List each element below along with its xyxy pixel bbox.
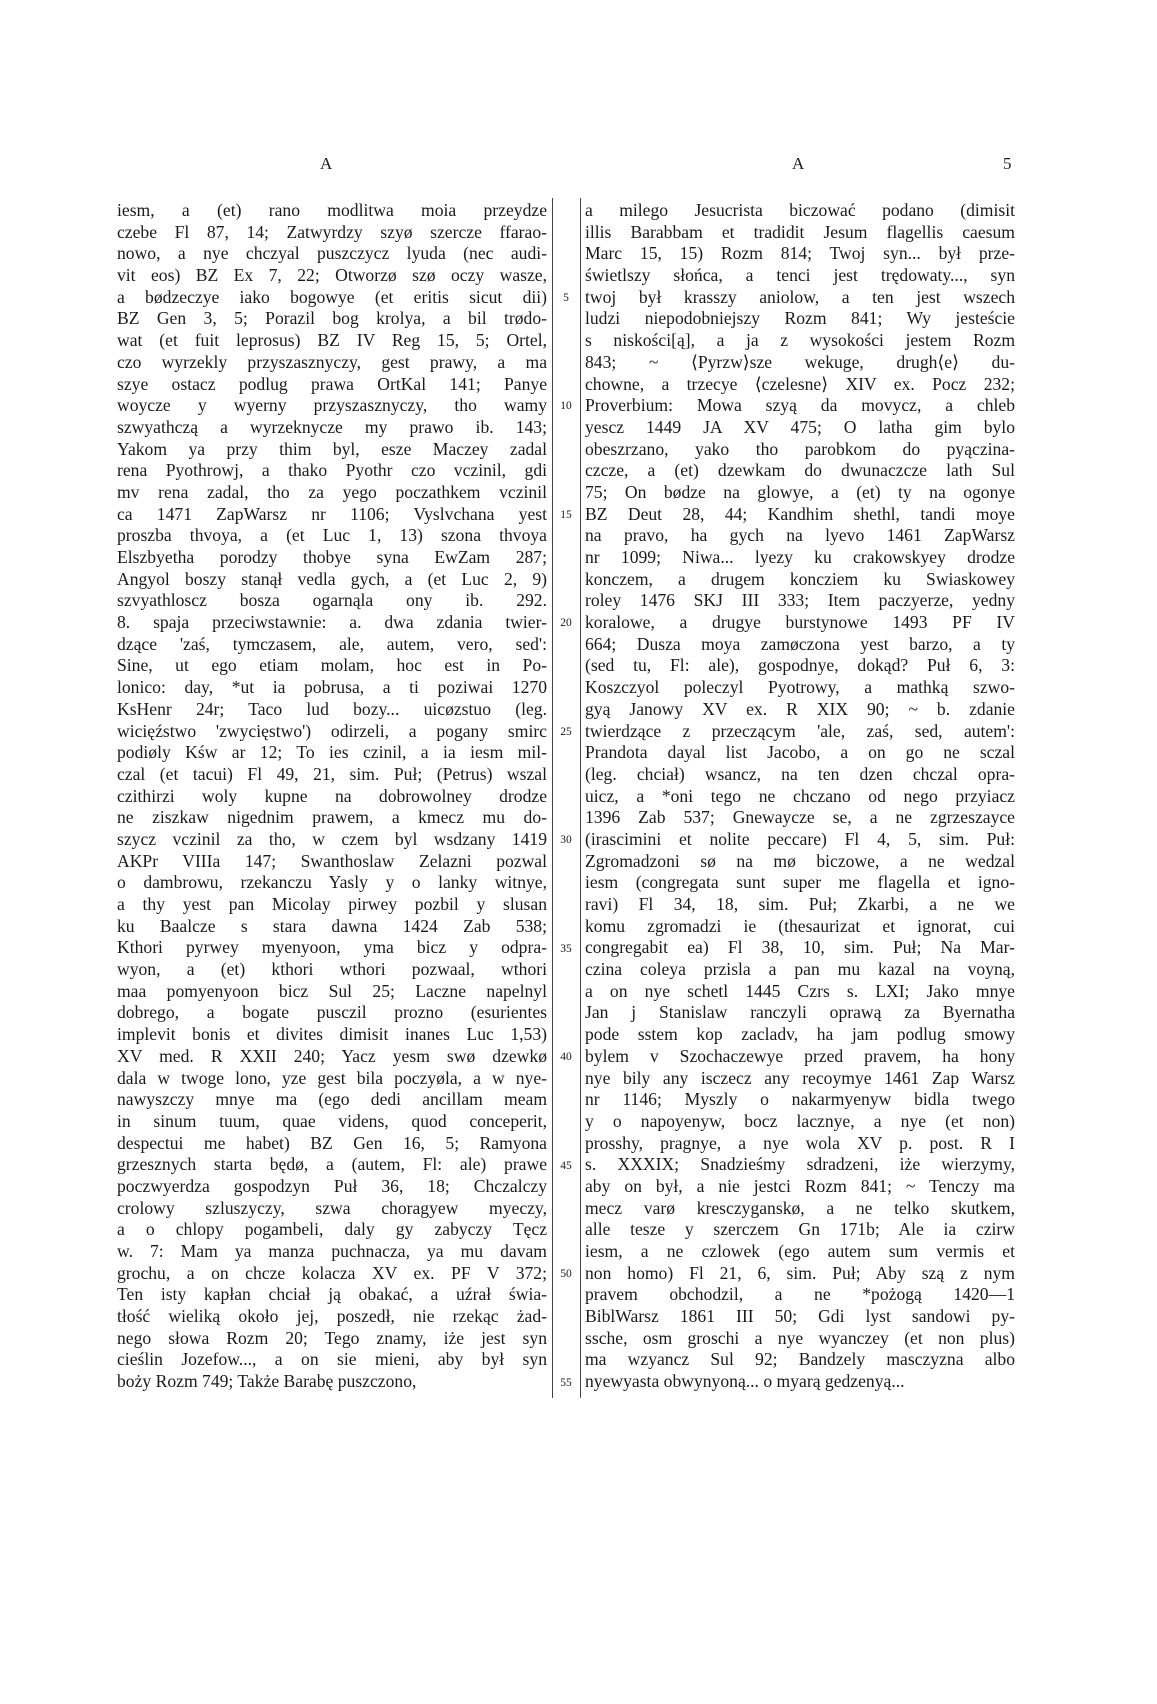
text-line: BZ Deut 28, 44; Kandhim shethl, tandi moye bbox=[585, 503, 1015, 524]
text-line: Ten isty kapłan chciał ją obakać, a uźrał świa- bbox=[117, 1284, 547, 1305]
text-line: czina coleya przisla a pan mu kazal na voyną, bbox=[585, 959, 1015, 980]
text-line: a milego Jesucrista biczować podano (dimisit bbox=[585, 200, 1015, 220]
text-line: chowne, a trzecye ⟨czelesne⟩ XIV ex. Pocz 232; bbox=[585, 373, 1015, 394]
text-line: iesm, a ne czlowek (ego autem sum vermis et bbox=[585, 1241, 1015, 1261]
text-line: nyewyasta obwynyoną... o myarą gedzenyą... bbox=[585, 1371, 905, 1392]
text-line: grzesznych starta będø, a (autem, Fl: ale) prawe bbox=[117, 1154, 547, 1175]
text-line: in sinum tuum, quae videns, quod conceperit, bbox=[117, 1110, 547, 1131]
text-line: wyon, a (et) kthori wthori pozwaal, wthori bbox=[117, 959, 547, 980]
text-line: Elszbyetha porodzy thobye syna EwZam 287; bbox=[117, 547, 547, 567]
text-line: 75; On bødze na glowye, a (et) ty na ogonye bbox=[585, 481, 1015, 502]
text-line: obeszrzano, yako tho parobkom do pyączina- bbox=[585, 438, 1015, 459]
text-line: 664; Dusza moya zamøczona yest barzo, a ty bbox=[585, 633, 1015, 654]
text-line: Angyol boszy stanął vedla gych, a (et Luc 2, 9) bbox=[117, 568, 547, 589]
text-line: ne ziszkaw nigednim prawem, a kmecz mu do- bbox=[117, 807, 547, 828]
text-line: Zgromadzoni sø na mø biczowe, a ne wedzal bbox=[585, 850, 1015, 871]
text-line: wat (et fuit leprosus) BZ IV Reg 15, 5; Ortel, bbox=[117, 330, 547, 351]
text-line: mv rena zadal, tho za yego poczathkem vczinil bbox=[117, 481, 547, 502]
text-line: Proverbium: Mowa szyą da movycz, a chleb bbox=[585, 395, 1015, 416]
text-line: czo wyrzekly przyszasznyczy, gest prawy, a ma bbox=[117, 351, 547, 372]
text-line: AKPr VIIIa 147; Swanthoslaw Zelazni pozwal bbox=[117, 850, 547, 871]
line-number: 5 bbox=[563, 291, 569, 304]
text-line: BiblWarsz 1861 III 50; Gdi lyst sandowi py- bbox=[585, 1306, 1015, 1327]
text-line: y o napoyenyw, bocz lacznye, a nye (et non) bbox=[585, 1110, 1015, 1131]
text-line: proszba thvoya, a (et Luc 1, 13) szona thvoya bbox=[117, 525, 547, 546]
text-line: cieślin Jozefow..., a on sie mieni, aby był syn bbox=[117, 1349, 547, 1370]
text-line: ca 1471 ZapWarsz nr 1106; Vyslvchana yest bbox=[117, 503, 547, 524]
text-line: congregabit ea) Fl 38, 10, sim. Puł; Na Mar- bbox=[585, 937, 1015, 958]
text-line: wicięźstwo 'zwycięstwo') odirzeli, a pogany smirc bbox=[117, 720, 547, 741]
text-line: szvyathloscz bosza ogarnąla ony ib. 292. bbox=[117, 590, 547, 611]
text-line: ssche, osm groschi a nye wyanczey (et non plus) bbox=[585, 1327, 1015, 1348]
text-line: Prandota dayal list Jacobo, a on go ne sczal bbox=[585, 742, 1015, 763]
text-line: dzące 'zaś, tymczasem, ale, autem, vero, sed': bbox=[117, 633, 547, 654]
text-line: twoj był krasszy aniolow, a ten jest wszech bbox=[585, 286, 1015, 307]
text-line: (irascimini et nolite peccare) Fl 4, 5, sim. Puł: bbox=[585, 828, 1015, 849]
text-line: czcze, a (et) dzewkam do dwunaczcze lath Sul bbox=[585, 460, 1015, 481]
line-number: 45 bbox=[560, 1159, 572, 1172]
text-line: vit eos) BZ Ex 7, 22; Otworzø szø oczy wasze, bbox=[117, 265, 547, 286]
page-number: 5 bbox=[1003, 154, 1012, 173]
text-line: ku Baalcze s stara dawna 1424 Zab 538; bbox=[117, 915, 547, 936]
text-line: koralowe, a drugye burstynowe 1493 PF IV bbox=[585, 612, 1015, 633]
text-line: szye ostacz podlug prawa OrtKal 141; Panye bbox=[117, 373, 547, 394]
text-line: szwyathczą a wyrzeknycze my prawo ib. 143; bbox=[117, 416, 547, 437]
text-line: szycz vczinil za tho, w czem byl wsdzany 1419 bbox=[117, 828, 547, 849]
line-number: 25 bbox=[560, 725, 572, 738]
text-line: poczwyerdza gospodzyn Puł 36, 18; Chczalczy bbox=[117, 1175, 547, 1196]
text-line: a o chlopy pogambeli, daly gy zabyczy Tęcz bbox=[117, 1219, 547, 1240]
text-line: 843; ~ ⟨Pyrzw⟩sze wekuge, drugh⟨e⟩ du- bbox=[585, 351, 1015, 372]
text-line: BZ Gen 3, 5; Porazil bog krolya, a bil trødo- bbox=[117, 308, 547, 329]
right-column bbox=[585, 200, 1015, 1393]
line-number: 40 bbox=[560, 1051, 572, 1064]
text-line: alle tesze y szerczem Gn 171b; Ale ia czirw bbox=[585, 1219, 1015, 1240]
text-line: (leg. chciał) wsancz, na ten dzen chczal opra- bbox=[585, 763, 1015, 784]
text-line: czal (et tacui) Fl 49, 21, sim. Puł; (Petrus) wszal bbox=[117, 763, 547, 784]
text-line: yescz 1449 JA XV 475; O latha gim bylo bbox=[585, 416, 1015, 437]
text-line: nowo, a nye chczyal puszczycz lyuda (nec audi- bbox=[117, 243, 547, 264]
text-line: ludzi niepodobniejszy Rozm 841; Wy jesteście bbox=[585, 308, 1015, 329]
text-line: gyą Janowy XV ex. R XIX 90; ~ b. zdanie bbox=[585, 698, 1015, 719]
text-line: boży Rozm 749; Także Barabę puszczono, bbox=[117, 1371, 417, 1392]
text-line: ravi) Fl 34, 18, sim. Puł; Zkarbi, a ne we bbox=[585, 894, 1015, 914]
text-line: uicz, a *oni tego ne chczano od nego przyiacz bbox=[585, 785, 1015, 806]
text-line: czebe Fl 87, 14; Zatwyrdzy szyø szercze ffarao- bbox=[117, 221, 547, 242]
text-line: KsHenr 24r; Taco lud bozy... uicøzstuo (leg. bbox=[117, 698, 547, 719]
text-line: Jan j Stanislaw ranczyli oprawą za Byernatha bbox=[585, 1002, 1015, 1023]
text-line: (sed tu, Fl: ale), gospodnye, dokąd? Puł 6, 3: bbox=[585, 655, 1015, 676]
text-line: nego słowa Rozm 20; Tego znamy, iże jest syn bbox=[117, 1327, 547, 1348]
text-line: rena Pyothrowj, a thako Pyothr czo vczinil, gdi bbox=[117, 460, 547, 481]
text-line: prosshy, pragnye, a nye wola XV p. post. R I bbox=[585, 1132, 1015, 1153]
text-line: mecz varø kresczyganskø, a ne telko skutkem, bbox=[585, 1197, 1015, 1218]
text-line: grochu, a on chcze kolacza XV ex. PF V 372; bbox=[117, 1262, 547, 1283]
line-number: 30 bbox=[560, 834, 572, 847]
text-line: w. 7: Mam ya manza puchnacza, ya mu davam bbox=[117, 1241, 547, 1261]
text-line: 8. spaja przeciwstawnie: a. dwa zdania twier- bbox=[117, 612, 547, 633]
running-head-right: A bbox=[792, 154, 805, 173]
text-line: s niskości[ą], a ja z wysokości jestem Rozm bbox=[585, 330, 1015, 351]
text-line: Sine, ut ego etiam molam, hoc est in Po- bbox=[117, 655, 547, 676]
text-line: lonico: day, *ut ia pobrusa, a ti poziwai 1270 bbox=[117, 677, 547, 698]
text-line: a thy yest pan Micolay pirwey pozbil y slusan bbox=[117, 894, 547, 914]
line-number: 10 bbox=[560, 400, 572, 413]
text-line: ma wzyancz Sul 92; Bandzely masczyzna albo bbox=[585, 1349, 1015, 1370]
text-line: czithirzi woly kupne na dobrowolney drodze bbox=[117, 785, 547, 806]
text-line: Marc 15, 15) Rozm 814; Twoj syn... był prze- bbox=[585, 243, 1015, 264]
line-number: 55 bbox=[560, 1376, 572, 1389]
text-line: pravem obchodzil, a ne *pożogą 1420—1 bbox=[585, 1284, 1015, 1305]
text-line: woycze y wyerny przyszasznyczy, tho wamy bbox=[117, 395, 547, 416]
text-line: dobrego, a bogate pusczil prozno (esurientes bbox=[117, 1002, 547, 1023]
text-line: na pravo, ha gych na lyevo 1461 ZapWarsz bbox=[585, 525, 1015, 546]
text-line: bylem v Szochaczewye przed pravem, ha hony bbox=[585, 1045, 1015, 1066]
text-line: illis Barabbam et tradidit Jesum flagellis caesum bbox=[585, 221, 1015, 242]
text-line: a on nye schetl 1445 Czrs s. LXI; Jako mnye bbox=[585, 980, 1015, 1001]
text-line: s. XXXIX; Snadzieśmy sdradzeni, iże wierzymy, bbox=[585, 1154, 1015, 1175]
text-line: dala w twoge lono, yze gest bila poczyøla, a w nye- bbox=[117, 1067, 547, 1088]
left-column bbox=[117, 200, 547, 1393]
line-number: 50 bbox=[560, 1268, 572, 1281]
text-line: nawyszczy mnye ma (ego dedi ancillam meam bbox=[117, 1089, 547, 1110]
line-number: 35 bbox=[560, 942, 572, 955]
column-divider-right bbox=[580, 198, 581, 1398]
text-line: komu zgromadzi ie (thesaurizat et ignorat, cui bbox=[585, 915, 1015, 936]
line-number: 20 bbox=[560, 617, 572, 630]
text-line: 1396 Zab 537; Gnewaycze se, a ne zgrzeszayce bbox=[585, 807, 1015, 828]
text-line: podiøly Kśw ar 12; To ies czinil, a ia iesm mil- bbox=[117, 742, 547, 763]
line-number: 15 bbox=[560, 508, 572, 521]
text-line: konczem, a drugem koncziem ku Swiaskowey bbox=[585, 568, 1015, 589]
text-line: nr 1146; Myszly o nakarmyenyw bidla twego bbox=[585, 1089, 1015, 1110]
text-line: implevit bonis et divites dimisit inanes Luc 1,53) bbox=[117, 1024, 547, 1045]
text-line: aby on był, a nie jestci Rozm 841; ~ Tenczy ma bbox=[585, 1175, 1015, 1196]
running-head-left: A bbox=[320, 154, 333, 173]
text-line: o dambrowu, rzekanczu Yasly y o lanky witnye, bbox=[117, 872, 547, 893]
text-line: non homo) Fl 21, 6, sim. Puł; Aby szą z nym bbox=[585, 1262, 1015, 1283]
text-line: twierdzące z przeczącym 'ale, zaś, sed, autem': bbox=[585, 720, 1015, 741]
text-line: Yakom ya przy thim byl, esze Maczey zadal bbox=[117, 438, 547, 459]
text-line: iesm, a (et) rano modlitwa moia przeydze bbox=[117, 200, 547, 220]
text-line: a bødzeczye iako bogowye (et eritis sicut dii) bbox=[117, 286, 547, 307]
text-line: roley 1476 SKJ III 333; Item paczyerze, yedny bbox=[585, 590, 1015, 611]
text-line: XV med. R XXII 240; Yacz yesm swø dzewkø bbox=[117, 1045, 547, 1066]
text-line: Koszczyol poleczyl Pyotrowy, a mathką szwo- bbox=[585, 677, 1015, 698]
column-divider-left bbox=[552, 198, 553, 1398]
text-line: nr 1099; Niwa... lyezy ku crakowskyey drodze bbox=[585, 547, 1015, 567]
text-line: iesm (congregata sunt super me flagella et igno- bbox=[585, 872, 1015, 893]
text-line: świetlszy słońca, a tenci jest trędowaty..., syn bbox=[585, 265, 1015, 286]
text-line: nye bily any isczecz any recoymye 1461 Zap Warsz bbox=[585, 1067, 1015, 1088]
text-line: pode sstem kop zacladv, ha jam podlug smowy bbox=[585, 1024, 1015, 1045]
text-line: maa pomyenyoon bicz Sul 25; Laczne napelnyl bbox=[117, 980, 547, 1001]
text-line: despectui me habet) BZ Gen 16, 5; Ramyona bbox=[117, 1132, 547, 1153]
text-line: Kthori pyrwey myenyoon, yma bicz y odpra- bbox=[117, 937, 547, 958]
text-line: crolowy szluszyczy, szwa choragyew myeczy, bbox=[117, 1197, 547, 1218]
text-line: tłość wieliką około jej, poszedł, nie rzekąc żad- bbox=[117, 1306, 547, 1327]
